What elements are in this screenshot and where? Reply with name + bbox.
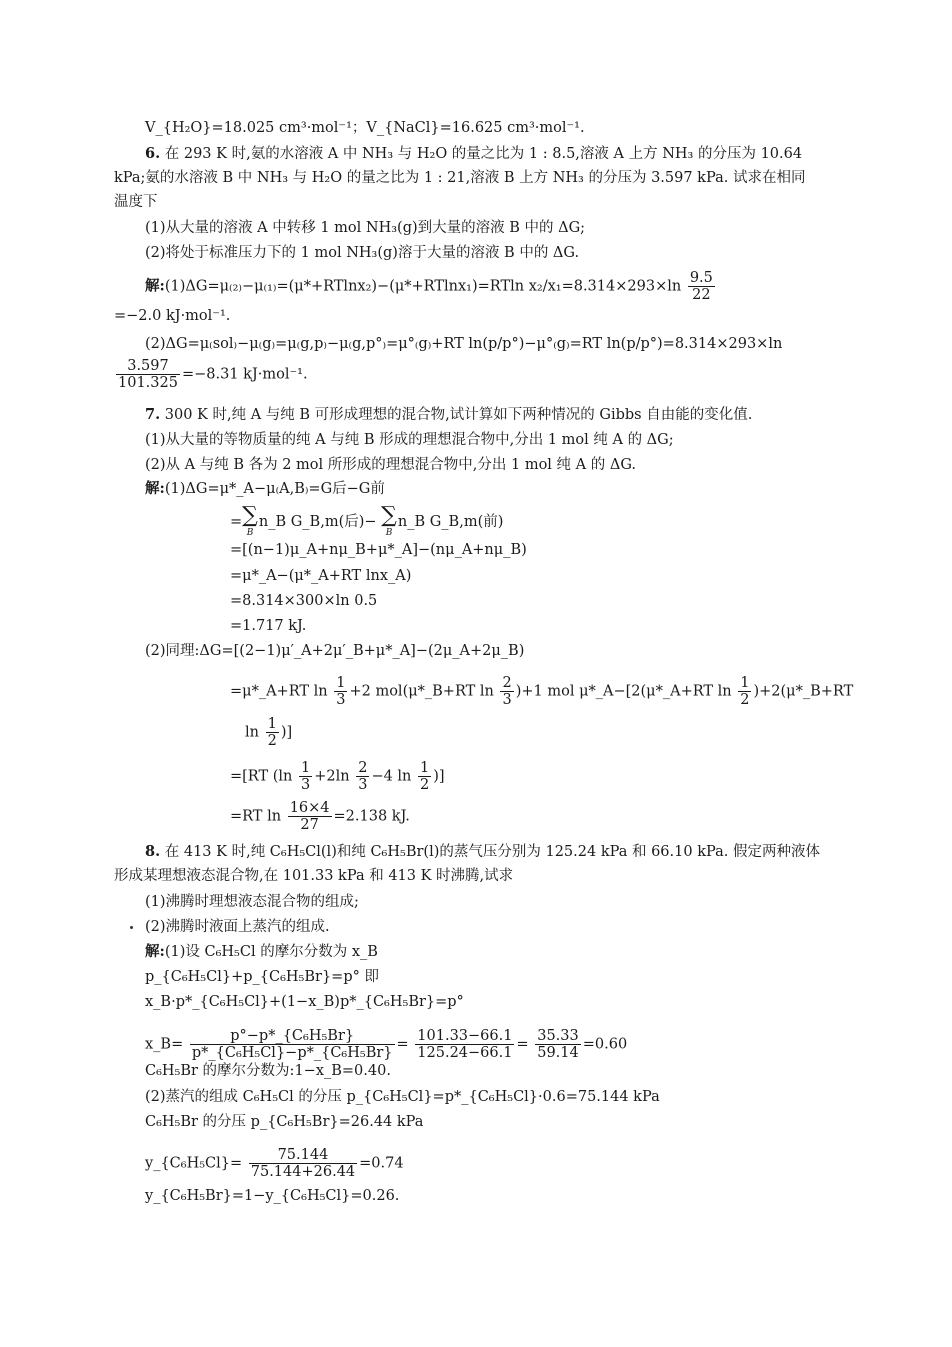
fraction-2-over-3: $\frac{2}{3}$ [502,675,512,708]
problem-8-step-8: y_{C₆H₅Cl}= $\frac{75.144}{75.144+26.44}$ =0.74 [145,1147,404,1180]
fraction-16x4-over-27: $\frac{16\times 4}{27}$ [289,800,330,833]
fraction-1-over-3: $\frac{1}{3}$ [301,760,311,793]
problem-7-part-2-line-3: ln $\frac{1}{2}$ )] [245,716,293,749]
problem-6-answer-1: 解:(1)ΔG=μ₍₂₎−μ₍₁₎=(μ*+RTlnx₂)−(μ*+RTlnx₁)=RTln x₂/x₁=8.314×293×ln $\frac{9.5}{22}$ [145,270,713,303]
fraction-1-over-2: $\frac{1}{2}$ [420,760,430,793]
problem-8-question-1: (1)沸腾时理想液态混合物的组成; [145,894,359,910]
problem-8-stem-line-1: 8. 在 413 K 时,纯 C₆H₅Cl(l)和纯 C₆H₅Br(l)的蒸气压分别为 125.24 kPa 和 66.10 kPa. 假定两种液体 [145,843,820,860]
problem-7-step-1: 解:(1)ΔG=μ*_A−μ₍A,B₎=G后−G前 [145,480,385,497]
summation-symbol: ∑ B [242,503,258,538]
problem-8-stem-line-2: 形成某理想液态混合物,在 101.33 kPa 和 413 K 时沸腾,试求 [114,868,514,884]
problem-6-number: 6. [145,145,161,162]
problem-7-question-2: (2)从 A 与纯 B 各为 2 mol 所形成的理想混合物中,分出 1 mol 纯 A 的 ΔG. [145,457,636,473]
problem-6-stem-line-2: kPa;氨的水溶液 B 中 NH₃ 与 H₂O 的量之比为 1 : 21,溶液 B 上方 NH₃ 的分压为 3.597 kPa. 试求在相同 [114,170,806,186]
fraction-2-over-3: $\frac{2}{3}$ [358,760,368,793]
problem-8-step-7: C₆H₅Br 的分压 p_{C₆H₅Br}=26.44 kPa [145,1114,424,1130]
problem-6-answer-2-result: $\frac{3.597}{101.325}$ =−8.31 kJ·mol⁻¹. [118,358,308,391]
problem-7-step-5: =8.314×300×ln 0.5 [230,593,378,609]
stray-ink-dot [130,926,133,929]
problem-7-step-4: =μ*_A−(μ*_A+RT lnx_A) [230,568,412,584]
problem-7-step-6: =1.717 kJ. [230,618,307,634]
fraction-1-over-2: $\frac{1}{2}$ [740,675,750,708]
fraction-vapor-composition: $\frac{75.144}{75.144+26.44}$ [250,1147,356,1180]
problem-8-step-5: C₆H₅Br 的摩尔分数为:1−x_B=0.40. [145,1063,391,1079]
problem-8-step-6: (2)蒸汽的组成 C₆H₅Cl 的分压 p_{C₆H₅Cl}=p*_{C₆H₅Cl}·0.6=75.144 kPa [145,1089,660,1105]
fraction-3.597-over-101.325: $\frac{3.597}{101.325}$ [118,358,178,391]
fraction-1-over-2: $\frac{1}{2}$ [267,716,277,749]
fraction-9.5-over-22: $\frac{9.5}{22}$ [689,270,713,303]
problem-7-part-2-line-1: (2)同理:ΔG=[(2−1)μ′_A+2μ′_B+μ*_A]−(2μ_A+2μ_B) [145,643,525,659]
problem-7-part-2-line-5: =RT ln $\frac{16\times 4}{27}$ =2.138 kJ. [230,800,410,833]
problem-8-step-4: x_B= $\frac{\text{p°−p*\_\{C₆H₅Br\}}}{\text{p*\_\{C₆H₅Cl\}−p*\_\{C₆H₅Br\}}}$ = $\frac{101.33-66.1}{125.24-66.1}$ = $\frac{35.33}{59.14}$ =0.60 [145,1028,628,1061]
fraction-numeric-mole-fraction: $\frac{101.33-66.1}{125.24-66.1}$ [417,1028,513,1061]
problem-6-question-2: (2)将处于标准压力下的 1 mol NH₃(g)溶于大量的溶液 B 中的 ΔG. [145,245,580,261]
solution-label: 解: [145,277,165,295]
solution-label: 解: [145,943,165,960]
solution-label: 解: [145,480,165,497]
problem-6-question-1: (1)从大量的溶液 A 中转移 1 mol NH₃(g)到大量的溶液 B 中的 ΔG; [145,220,586,236]
problem-7-part-2-line-2: =μ*_A+RT ln $\frac{1}{3}$ +2 mol(μ*_B+RT ln $\frac{2}{3}$ )+1 mol μ*_A−[2(μ*_A+RT ln $\frac{1}{2}$ )+2(μ*_B+RT [230,675,854,708]
fraction-simplified-mole-fraction: $\frac{35.33}{59.14}$ [537,1028,579,1061]
partial-molar-volume-line: V_{H₂O}=18.025 cm³·mol⁻¹；V_{NaCl}=16.625 cm³·mol⁻¹. [145,120,585,136]
summation-symbol: ∑ B [381,503,397,538]
fraction-symbolic-mole-fraction: $\frac{\text{p°−p*\_\{C₆H₅Br\}}}{\text{p*\_\{C₆H₅Cl\}−p*\_\{C₆H₅Br\}}}$ [191,1028,393,1061]
fraction-1-over-3: $\frac{1}{3}$ [336,675,346,708]
problem-6-answer-1-result: =−2.0 kJ·mol⁻¹. [114,308,231,324]
problem-8-step-2: p_{C₆H₅Cl}+p_{C₆H₅Br}=p° 即 [145,969,379,985]
problem-8-question-2: (2)沸腾时液面上蒸汽的组成. [145,919,330,935]
problem-6-stem-line-1: 6. 在 293 K 时,氨的水溶液 A 中 NH₃ 与 H₂O 的量之比为 1 : 8.5,溶液 A 上方 NH₃ 的分压为 10.64 [145,145,803,162]
problem-7-number: 7. [145,406,161,423]
problem-8-number: 8. [145,843,161,860]
problem-7-question-1: (1)从大量的等物质量的纯 A 与纯 B 形成的理想混合物中,分出 1 mol 纯 A 的 ΔG; [145,432,674,448]
problem-8-step-9: y_{C₆H₅Br}=1−y_{C₆H₅Cl}=0.26. [145,1188,400,1204]
problem-7-part-2-line-4: =[RT (ln $\frac{1}{3}$ +2ln $\frac{2}{3}$ −4 ln $\frac{1}{2}$ )] [230,760,445,793]
problem-7-step-3: =[(n−1)μ_A+nμ_B+μ*_A]−(nμ_A+nμ_B) [230,542,527,558]
problem-7-step-2: = ∑ B n_B G_B,m(后)− ∑ B n_B G_B,m(前) [230,503,504,538]
problem-7-stem: 7. 300 K 时,纯 A 与纯 B 可形成理想的混合物,试计算如下两种情况的 Gibbs 自由能的变化值. [145,406,753,423]
problem-8-step-1: 解:(1)设 C₆H₅Cl 的摩尔分数为 x_B [145,943,378,960]
problem-8-step-3: x_B·p*_{C₆H₅Cl}+(1−x_B)p*_{C₆H₅Br}=p° [145,994,464,1010]
problem-6-answer-2: (2)ΔG=μ₍sol₎−μ₍g₎=μ₍g,p₎−μ₍g,p°₎=μ°₍g₎+RT ln(p/p°)−μ°₍g₎=RT ln(p/p°)=8.314×293×ln [145,336,783,352]
problem-6-stem-line-3: 温度下 [114,194,158,210]
